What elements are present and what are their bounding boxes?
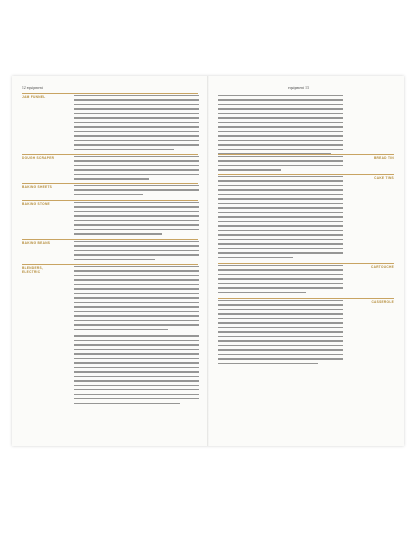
body-text-jam-funnel xyxy=(74,95,199,153)
section-rule xyxy=(22,93,198,94)
side-label-casserole: CASSEROLE xyxy=(371,300,394,304)
side-label-jam-funnel: JAM FUNNEL xyxy=(22,95,46,99)
section-rule xyxy=(22,239,198,240)
side-label-baking-stone: BAKING STONE xyxy=(22,202,50,206)
section-rule xyxy=(218,263,394,264)
side-label-baking-beans: BAKING BEANS xyxy=(22,241,51,245)
body-text-cartouche xyxy=(218,265,343,296)
section-rule xyxy=(22,154,198,155)
body-text-baking-stone xyxy=(74,202,199,238)
side-label-cartouche: CARTOUCHE xyxy=(370,265,394,269)
section-rule xyxy=(22,264,198,265)
body-text-blenders-electric xyxy=(74,266,199,407)
body-text-cake-tins xyxy=(218,176,343,261)
book-spread xyxy=(12,76,404,446)
left-page xyxy=(12,76,208,446)
section-rule xyxy=(22,183,198,184)
body-text-baking-sheets xyxy=(74,185,199,198)
running-head-left: 12 equipment xyxy=(22,86,43,90)
side-label-blenders-electric: BLENDERS, ELECTRIC xyxy=(22,266,44,275)
body-text-bread-tin xyxy=(218,156,343,174)
section-rule xyxy=(218,154,394,155)
section-rule xyxy=(218,174,394,175)
side-label-dough-scraper: DOUGH SCRAPER xyxy=(22,156,55,160)
section-rule xyxy=(218,298,394,299)
body-text-continued xyxy=(218,95,343,158)
side-label-baking-sheets: BAKING SHEETS xyxy=(22,185,53,189)
running-head-right: equipment 13 xyxy=(288,86,309,90)
body-text-dough-scraper xyxy=(74,156,199,183)
side-label-cake-tins: CAKE TINS xyxy=(374,176,394,180)
section-rule xyxy=(22,200,198,201)
side-label-bread-tin: BREAD TIN xyxy=(373,156,394,160)
body-text-casserole xyxy=(218,300,343,367)
right-page xyxy=(208,76,404,446)
body-text-baking-beans xyxy=(74,241,199,263)
